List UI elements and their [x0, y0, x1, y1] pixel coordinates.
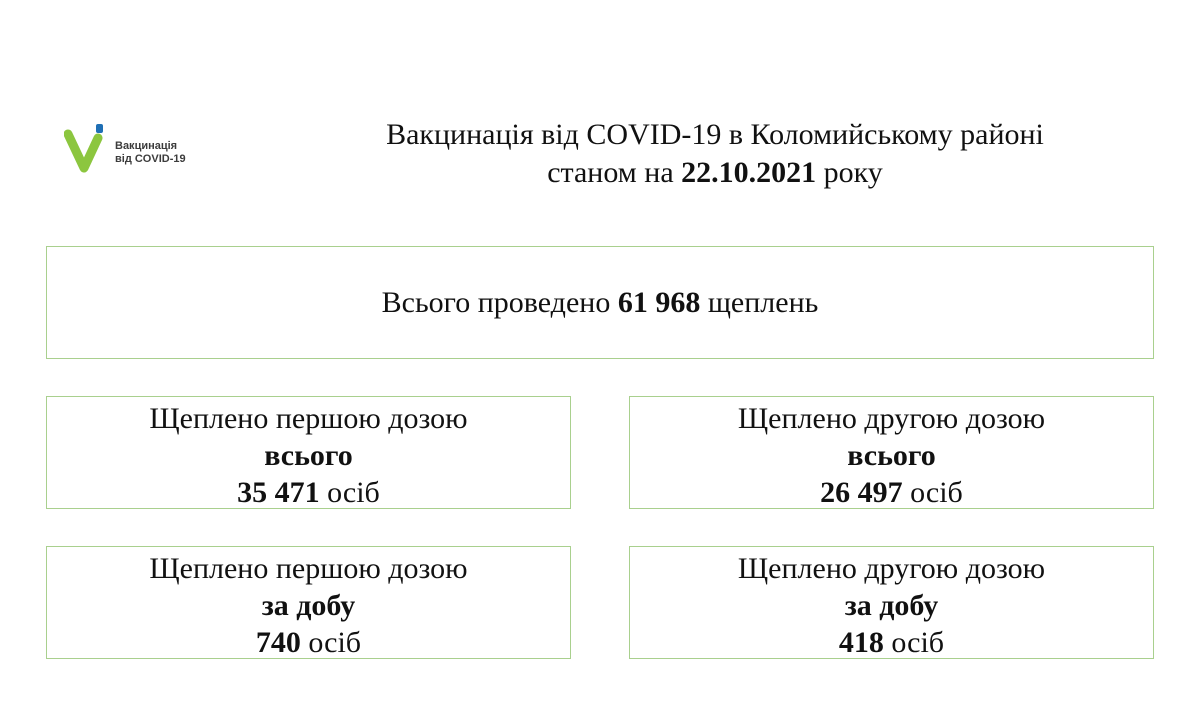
card-title: Щеплено першою дозою — [149, 552, 468, 585]
card-value: 26 497 — [820, 476, 903, 509]
card-unit: осіб — [910, 476, 963, 509]
card-value: 740 — [255, 626, 301, 659]
title-date-suffix: року — [823, 156, 883, 189]
card-unit: осіб — [308, 626, 362, 659]
page-title — [300, 116, 1130, 192]
card-value: 418 — [838, 626, 884, 659]
card-value-line — [47, 624, 570, 661]
second-dose-daily-card — [629, 546, 1154, 659]
card-unit: осіб — [891, 626, 945, 659]
total-suffix: щеплень — [707, 286, 819, 319]
logo-line2: від COVID-19 — [115, 153, 186, 165]
card-value-line — [630, 624, 1153, 661]
title-line2 — [300, 154, 1130, 192]
card-unit: осіб — [327, 476, 380, 509]
total-value: 61 968 — [617, 286, 701, 319]
card-value: 35 471 — [237, 476, 320, 509]
title-line1: Вакцинація від COVID-19 в Коломийському районі — [386, 118, 1044, 151]
card-period: за добу — [844, 589, 939, 622]
logo-line1: Вакцинація — [115, 140, 178, 152]
card-title: Щеплено першою дозою — [149, 402, 468, 435]
vaccination-logo — [64, 120, 214, 180]
first-dose-daily-card — [46, 546, 571, 659]
vaccination-v-icon — [64, 120, 112, 176]
first-dose-total-card — [46, 396, 571, 509]
title-date: 22.10.2021 — [681, 156, 817, 189]
card-value-line — [47, 474, 570, 511]
card-period: всього — [847, 439, 936, 472]
card-title: Щеплено другою дозою — [737, 552, 1046, 585]
card-value-line — [630, 474, 1153, 511]
card-title: Щеплено другою дозою — [737, 402, 1046, 435]
total-vaccinations-box — [46, 246, 1154, 359]
title-date-prefix: станом на — [547, 156, 674, 189]
card-period: за добу — [261, 589, 356, 622]
card-period: всього — [264, 439, 353, 472]
logo-text — [115, 140, 186, 166]
total-prefix: Всього проведено — [381, 286, 611, 319]
second-dose-total-card — [629, 396, 1154, 509]
